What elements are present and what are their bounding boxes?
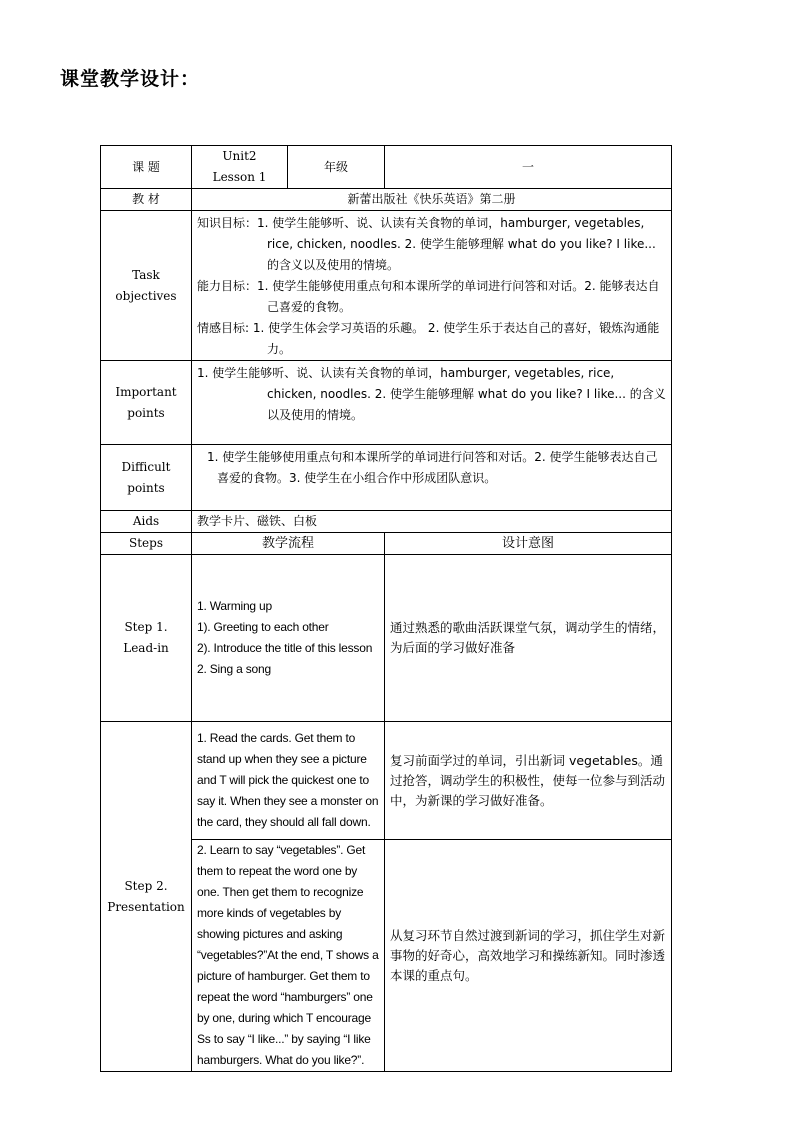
step1-label: Step 1. Lead-in	[101, 555, 192, 722]
steps-header: Steps	[101, 533, 192, 555]
textbook-value: 新蕾出版社《快乐英语》第二册	[192, 189, 672, 211]
important-points-content: 1. 使学生能够听、说、认读有关食物的单词，hamburger, vegetables, rice, chicken, noodles. 2. 使学生能够理解 what do you like? I like... 的含义以及使用的情境。	[192, 361, 672, 445]
topic-row	[101, 146, 672, 189]
step2-label: Step 2. Presentation	[101, 722, 192, 1072]
step1-process-line: 2. Sing a song	[197, 662, 271, 676]
step2-intent-a: 复习前面学过的单词，引出新词 vegetables。通过抢答，调动学生的积极性，使每一位参与到活动中，为新课的学习做好准备。	[385, 722, 672, 840]
emotion-objective: 情感目标: 1. 使学生体会学习英语的乐趣。 2. 使学生乐于表达自己的喜好，锻炼沟通能力。	[197, 321, 660, 356]
step1-process	[192, 555, 385, 722]
textbook-label: 教 材	[101, 189, 192, 211]
important-points-row	[101, 361, 672, 445]
step1-intent: 通过熟悉的歌曲活跃课堂气氛，调动学生的情绪，为后面的学习做好准备	[385, 555, 672, 722]
document-title: 课堂教学设计：	[60, 68, 201, 90]
grade-label: 年级	[288, 146, 385, 189]
topic-label: 课 题	[101, 146, 192, 189]
step2a-row	[101, 722, 672, 840]
lesson-number: Lesson 1	[212, 170, 267, 184]
step2-process-b: 2. Learn to say “vegetables”. Get them to repeat the word one by one. Then get them to recognize more kinds of vegetables by showing pictures and asking “vegetables?”At the end, T shows a picture of hamburger. Get them to repeat the word “hamburgers” one by one, during which T encourage Ss to say “I like...” by saying “I like hamburgers. What do you like?”.	[192, 840, 385, 1072]
aids-row	[101, 511, 672, 533]
ability-objective: 能力目标：1. 使学生能够使用重点句和本课所学的单词进行问答和对话。2. 能够表达自己喜爱的食物。	[197, 279, 660, 314]
objectives-row	[101, 211, 672, 361]
difficult-points-row	[101, 445, 672, 511]
aids-label: Aids	[101, 511, 192, 533]
aids-value: 教学卡片、磁铁、白板	[192, 511, 672, 533]
step2-intent-b: 从复习环节自然过渡到新词的学习，抓住学生对新事物的好奇心，高效地学习和操练新知。同时渗透本课的重点句。	[385, 840, 672, 1072]
important-points-label: Important points	[101, 361, 192, 445]
steps-header-row	[101, 533, 672, 555]
unit-number: Unit2	[222, 149, 257, 163]
textbook-row	[101, 189, 672, 211]
process-header: 教学流程	[192, 533, 385, 555]
step1-process-line: 1. Warming up	[197, 599, 272, 613]
objectives-content	[192, 211, 672, 361]
grade-value: 一	[385, 146, 672, 189]
step2-process-a: 1. Read the cards. Get them to stand up when they see a picture and T will pick the quickest one to say it. When they see a monster on the card, they should all fall down.	[192, 722, 385, 840]
step1-process-line: 1). Greeting to each other	[197, 620, 329, 634]
step1-row	[101, 555, 672, 722]
intent-header: 设计意图	[385, 533, 672, 555]
unit-cell	[192, 146, 288, 189]
step1-process-line: 2). Introduce the title of this lesson	[197, 641, 373, 655]
difficult-points-content: 1. 使学生能够使用重点句和本课所学的单词进行问答和对话。2. 使学生能够表达自己喜爱的食物。3. 使学生在小组合作中形成团队意识。	[192, 445, 672, 511]
difficult-points-label: Difficult points	[101, 445, 192, 511]
knowledge-objective: 知识目标：1. 使学生能够听、说、认读有关食物的单词，hamburger, vegetables, rice, chicken, noodles. 2. 使学生能够理解 what do you like? I like... 的含义以及使用的情境。	[197, 216, 656, 272]
lesson-plan-table	[100, 145, 672, 1072]
objectives-label: Task objectives	[101, 211, 192, 361]
